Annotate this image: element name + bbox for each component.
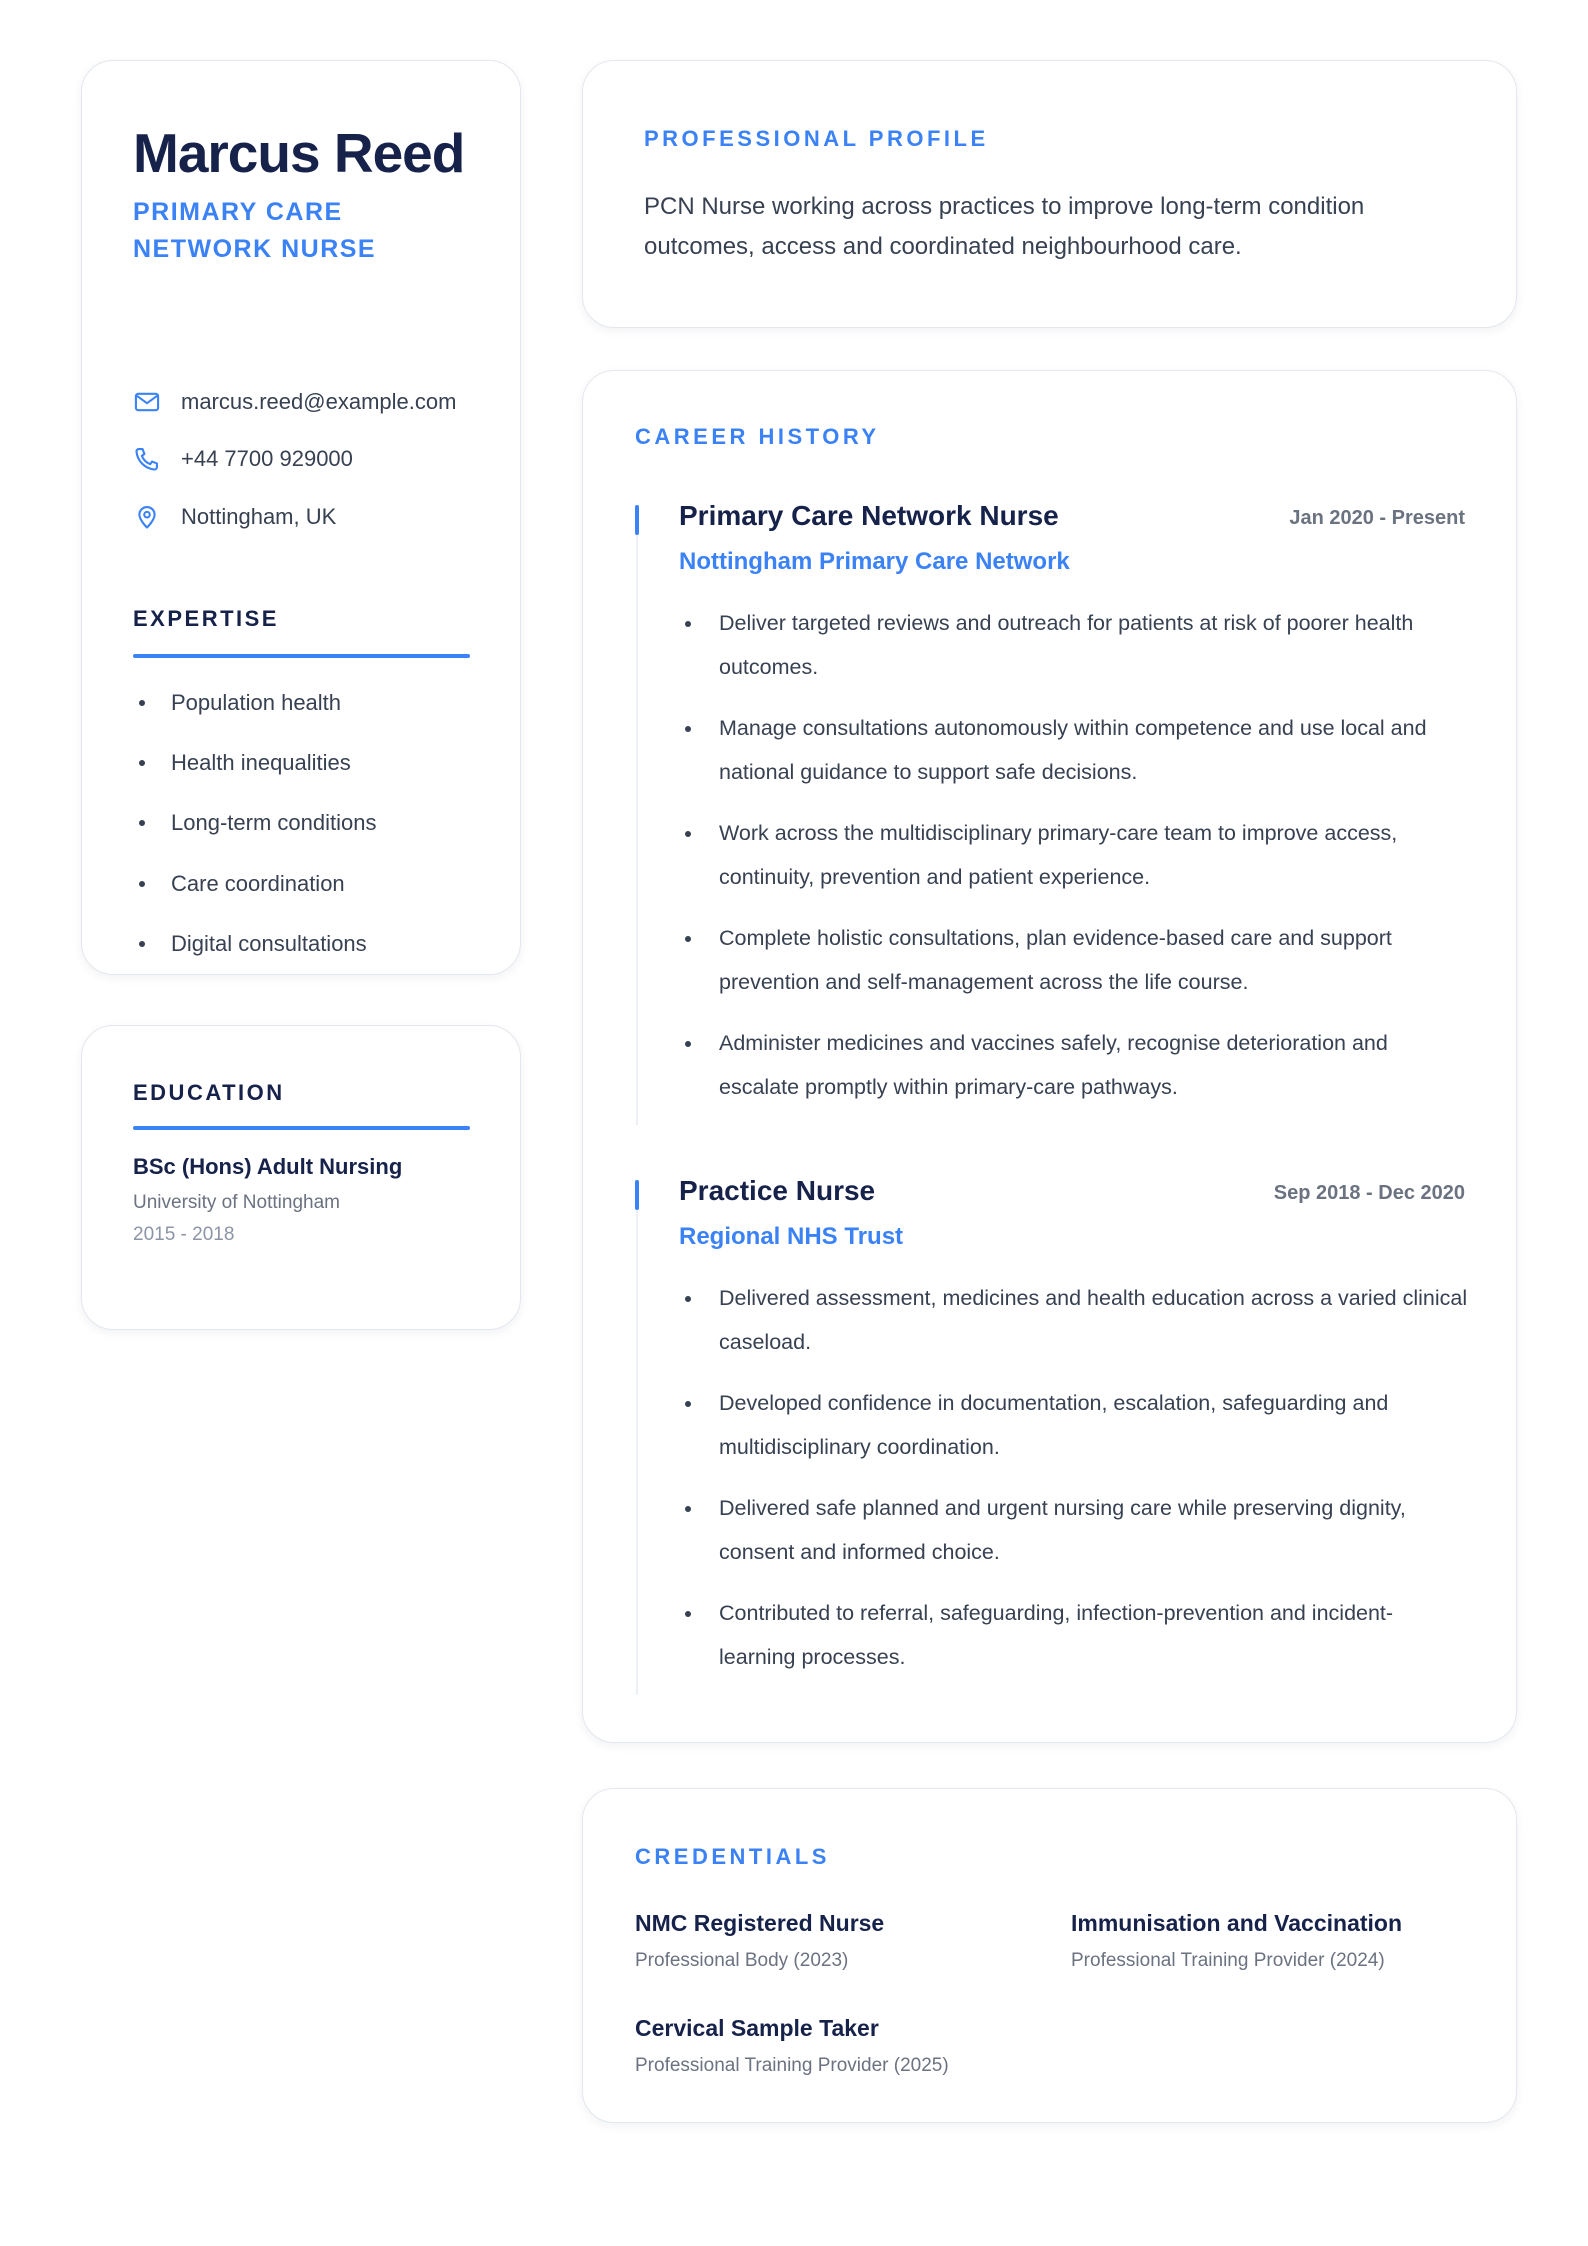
education-card [81, 1025, 521, 1330]
job-company: Nottingham Primary Care Network [679, 548, 1070, 575]
candidate-role [133, 194, 473, 268]
expertise-item-label: Digital consultations [171, 931, 367, 956]
expertise-item [133, 871, 345, 897]
expertise-item [133, 750, 351, 776]
credential-name: Cervical Sample Taker [635, 2015, 879, 2041]
summary-text: PCN Nurse working across practices to improve long-term condition outcomes, access and coordinated neighbourhood care. [644, 193, 1365, 260]
contact-phone[interactable] [133, 444, 353, 474]
job-bullet: Complete holistic consultations, plan evidence-based care and support prevention and self-management across the life course. [679, 916, 1469, 1004]
phone-text: +44 7700 929000 [181, 446, 353, 471]
job-timeline-line [636, 1210, 638, 1695]
credential-name: NMC Registered Nurse [635, 1910, 885, 1936]
job-bullets [679, 601, 1469, 1126]
contact-location [133, 502, 336, 532]
job-timeline-line [636, 535, 638, 1125]
expertise-item-label: Long-term conditions [171, 810, 377, 835]
credential-meta: Professional Body (2023) [635, 1950, 849, 1971]
job-entry [635, 500, 1465, 1125]
job-bullet: Manage consultations autonomously within competence and use local and national guidance to support safe decisions. [679, 706, 1469, 794]
email-text: marcus.reed@example.com [181, 389, 457, 414]
job-accent-bar [635, 1180, 639, 1210]
candidate-name: Marcus Reed [133, 122, 465, 184]
expertise-item [133, 931, 367, 957]
expertise-item-label: Care coordination [171, 871, 345, 896]
education-years: 2015 - 2018 [133, 1224, 235, 1245]
profile-card [81, 60, 521, 975]
expertise-item-label: Health inequalities [171, 750, 351, 775]
expertise-item [133, 810, 376, 836]
credential-item [635, 1910, 884, 1972]
expertise-rule [133, 654, 470, 658]
experience-card [582, 370, 1517, 1743]
credential-item [1071, 1910, 1402, 1972]
job-company: Regional NHS Trust [679, 1223, 904, 1250]
contact-email[interactable] [133, 387, 456, 417]
location-text: Nottingham, UK [181, 504, 337, 529]
job-entry [635, 1175, 1468, 1695]
role-line-2: NETWORK NURSE [133, 235, 377, 263]
education-degree: BSc (Hons) Adult Nursing [133, 1154, 403, 1179]
credentials-card [582, 1788, 1517, 2123]
summary-heading: PROFESSIONAL PROFILE [644, 126, 989, 151]
education-school: University of Nottingham [133, 1192, 340, 1213]
job-title: Primary Care Network Nurse [679, 500, 1059, 531]
expertise-item-label: Population health [171, 690, 342, 715]
location-pin-icon [133, 503, 161, 531]
job-bullet: Deliver targeted reviews and outreach for patients at risk of poorer health outcomes. [679, 601, 1469, 689]
job-accent-bar [635, 505, 639, 535]
experience-heading: CAREER HISTORY [635, 424, 880, 449]
job-dates: Sep 2018 - Dec 2020 [1273, 1182, 1465, 1204]
credential-name: Immunisation and Vaccination [1071, 1910, 1403, 1936]
credential-item [635, 2015, 949, 2077]
job-title: Practice Nurse [679, 1175, 876, 1206]
credential-meta: Professional Training Provider (2024) [1071, 1950, 1385, 1971]
job-bullet: Administer medicines and vaccines safely, recognise deterioration and escalate promptly within primary-care pathways. [679, 1021, 1469, 1109]
credential-meta: Professional Training Provider (2025) [635, 2055, 949, 2076]
mail-icon [133, 388, 161, 416]
summary-card [582, 60, 1517, 328]
job-bullet: Delivered safe planned and urgent nursing care while preserving dignity, consent and informed choice. [679, 1486, 1469, 1574]
job-dates: Jan 2020 - Present [1289, 507, 1465, 529]
expertise-item [133, 690, 341, 716]
education-rule [133, 1126, 470, 1130]
expertise-heading: EXPERTISE [133, 606, 279, 631]
job-bullet: Work across the multidisciplinary primary-care team to improve access, continuity, prevention and patient experience. [679, 811, 1469, 899]
credentials-heading: CREDENTIALS [635, 1844, 830, 1869]
role-line-1: PRIMARY CARE [133, 198, 343, 226]
job-bullet: Contributed to referral, safeguarding, infection-prevention and incident-learning processes. [679, 1591, 1469, 1679]
phone-icon [133, 445, 161, 473]
job-bullets [679, 1276, 1469, 1696]
education-heading: EDUCATION [133, 1080, 285, 1105]
job-bullet: Developed confidence in documentation, escalation, safeguarding and multidisciplinary coordination. [679, 1381, 1469, 1469]
job-bullet: Delivered assessment, medicines and health education across a varied clinical caseload. [679, 1276, 1469, 1364]
